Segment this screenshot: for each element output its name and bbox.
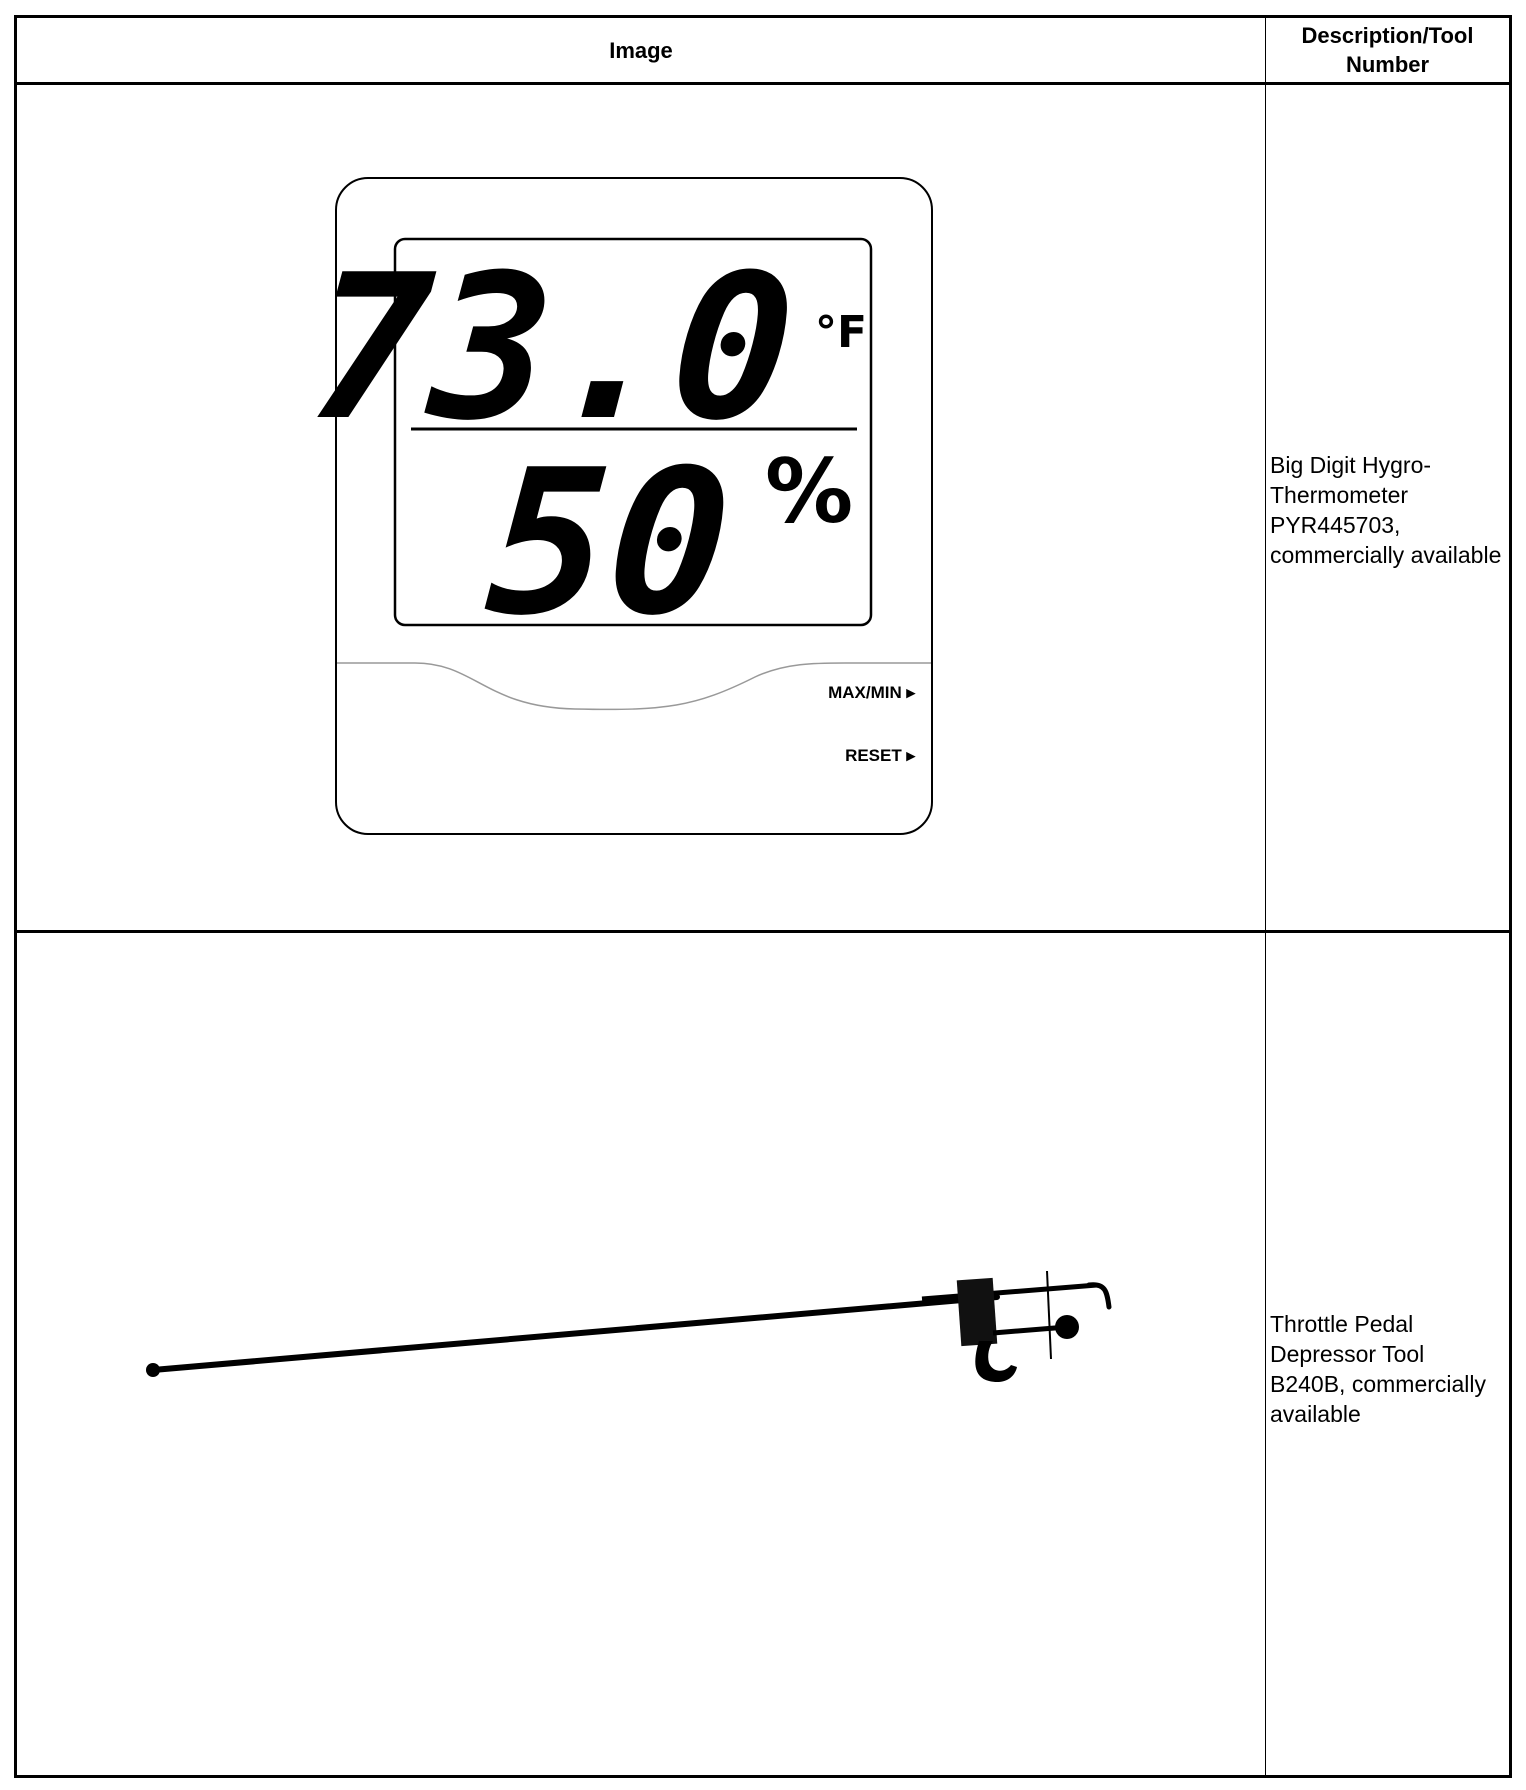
tool-description: Big Digit Hygro-Thermometer PYR445703, commercially available — [1270, 452, 1502, 568]
tool-hook-end — [1089, 1285, 1109, 1307]
tool-upper-bar — [922, 1285, 1097, 1299]
table-row — [17, 933, 1509, 1775]
max-min-button-label: MAX/MIN ▸ — [828, 683, 915, 702]
humidity-unit: % — [765, 440, 854, 543]
throttle-pedal-depressor-icon — [137, 1249, 1137, 1409]
pedal-hook — [975, 1341, 1017, 1382]
image-column-header: Image — [609, 38, 673, 63]
hygro-thermometer-icon — [303, 177, 935, 837]
clamp-block — [957, 1278, 998, 1346]
humidity-value: 50 — [480, 427, 738, 660]
adjust-knob — [1055, 1315, 1079, 1339]
description-column-header-cell — [1266, 18, 1509, 82]
tool-description: Throttle Pedal Depressor Tool B240B, commercially available — [1270, 1311, 1487, 1427]
rod-tip — [146, 1363, 160, 1377]
description-cell — [1266, 933, 1509, 1775]
tool-rod — [153, 1297, 997, 1370]
description-cell — [1266, 85, 1509, 930]
table-row — [17, 85, 1509, 933]
image-cell — [17, 85, 1265, 930]
tool-table — [14, 15, 1512, 1778]
knob-pin — [1047, 1271, 1051, 1359]
description-column-header: Description/Tool Number — [1301, 23, 1474, 77]
image-cell — [17, 933, 1265, 1775]
temperature-unit: °F — [815, 307, 868, 358]
temperature-value: 73.0 — [303, 232, 802, 465]
reset-button-label: RESET ▸ — [845, 746, 915, 765]
table-header-row — [17, 18, 1509, 85]
